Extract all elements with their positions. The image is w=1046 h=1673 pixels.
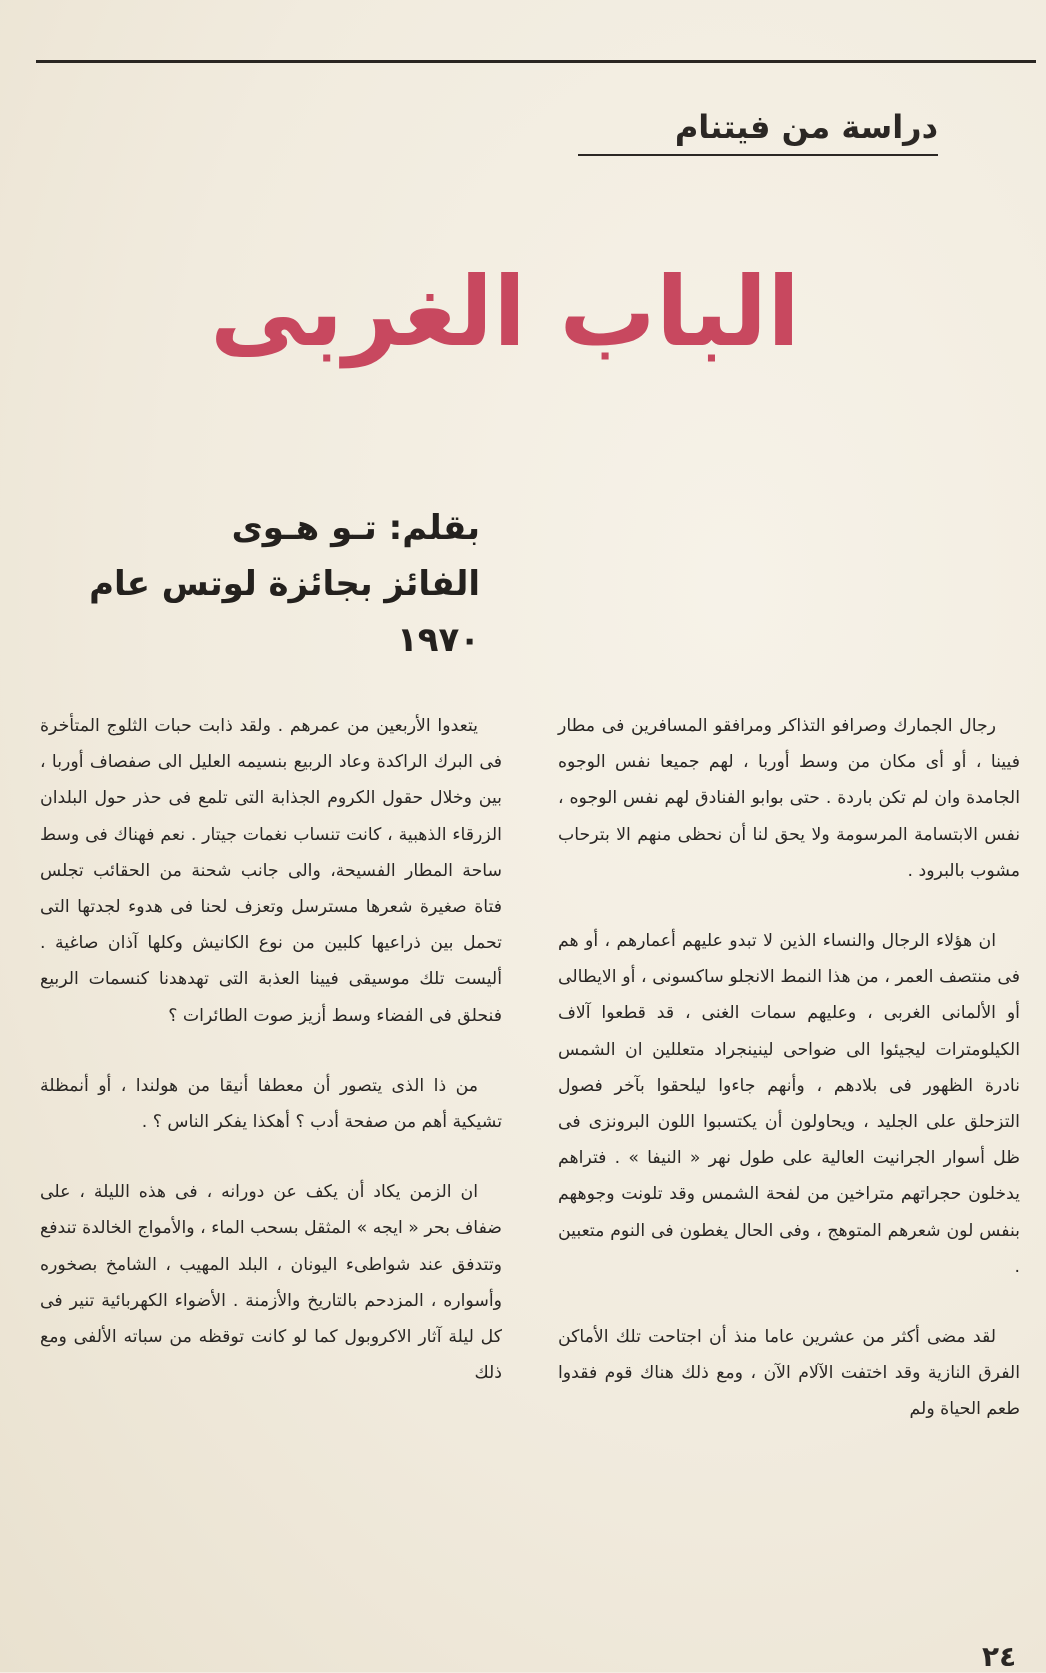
award-line: الفائز بجائزة لوتس عام ١٩٧٠ bbox=[89, 564, 480, 660]
text-column-left bbox=[40, 708, 502, 1425]
paragraph: ان الزمن يكاد أن يكف عن دورانه ، فى هذه الليلة ، على ضفاف بحر « ايجه » المثقل بسحب الماء ، والأمواج الخالدة تندفع وتتدفق عند شواطىء اليونان ، البلد المهيب ، الشامخ بصخوره وأسواره ، المزدحم بالتاريخ والأزمنة . الأضواء الكهربائية تنير فى كل ليلة آثار الاكروبول كما لو كانت توقظه من سباته الألفى ومع ذلك bbox=[40, 1182, 502, 1384]
paragraph: رجال الجمارك وصرافو التذاكر ومرافقو المسافرين فى مطار فيينا ، أو أى مكان من وسط أوربا ، لهم جميعا نفس الوجوه الجامدة وان لم تكن باردة . حتى بوابو الفنادق لهم نفس الوجوه ، نفس الابتسامة المرسومة ولا يحق لنا أن نحظى منهم الا بترحاب مشوب بالبرود . bbox=[558, 716, 1020, 881]
byline bbox=[40, 500, 480, 668]
section-label: دراسة من فيتنام bbox=[578, 108, 938, 156]
top-rule bbox=[36, 60, 1036, 63]
page-number: ٢٤ bbox=[982, 1640, 1017, 1673]
paragraph: من ذا الذى يتصور أن معطفا أنيقا من هولندا ، أو أنمظلة تشيكية أهم من صفحة أدب ؟ أهكذا يفكر الناس ؟ . bbox=[40, 1075, 502, 1133]
paragraph: ان هؤلاء الرجال والنساء الذين لا تبدو عليهم أعمارهم ، أو هم فى منتصف العمر ، من هذا النمط الانجلو ساكسونى ، أو الايطالى أو الألمانى الغربى ، وعليهم سمات الغنى ، قد قطعوا آلاف الكيلومترات ليجيئوا الى ضواحى لينينجراد متعللين ان الشمس نادرة الظهور فى بلادهم ، وأنهم جاءوا ليلحقوا بآخر فصول التزحلق على الجليد ، ويحاولون أن يكتسبوا اللون البرونزى فى ظل أسوار الجرانيت العالية على طول نهر « النيفا » . فتراهم يدخلون حجراتهم متراخين من لفحة الشمس وقد تلونت وجوههم بنفس لون شعرهم المتوهج ، وفى الحال يغطون فى النوم متعبين . bbox=[558, 931, 1020, 1277]
author-line: بقلم: تـو هـوى bbox=[231, 508, 480, 548]
paragraph: لقد مضى أكثر من عشرين عاما منذ أن اجتاحت تلك الأماكن الفرق النازية وقد اختفت الآلام الآن ، ومع ذلك هناك قوم فقدوا طعم الحياة ولم bbox=[558, 1327, 1020, 1420]
article-title: الباب الغربى bbox=[209, 256, 801, 368]
text-column-right bbox=[558, 708, 1020, 1462]
paragraph: يتعدوا الأربعين من عمرهم . ولقد ذابت حبات الثلوج المتأخرة فى البرك الراكدة وعاد الربيع بنسيمه العليل الى صفصاف أوربا ، بين وخلال حقول الكروم الجذابة التى تلمع فى حذر حول البلدان الزرقاء الذهبية ، كانت تنساب نغمات جيتار . نعم فهناك فى وسط ساحة المطار الفسيحة، والى جانب شحنة من الحقائب تجلس فتاة صغيرة شعرها مسترسل وتعزف لحنا فى هدوء لجدتها التى تحمل بين ذراعيها كلبين من نوع الكانيش وكلها آذان صاغية . أليست تلك موسيقى فيينا العذبة التى تهدهدنا كنسمات الربيع فنحلق فى الفضاء وسط أزيز صوت الطائرات ؟ bbox=[40, 716, 502, 1026]
